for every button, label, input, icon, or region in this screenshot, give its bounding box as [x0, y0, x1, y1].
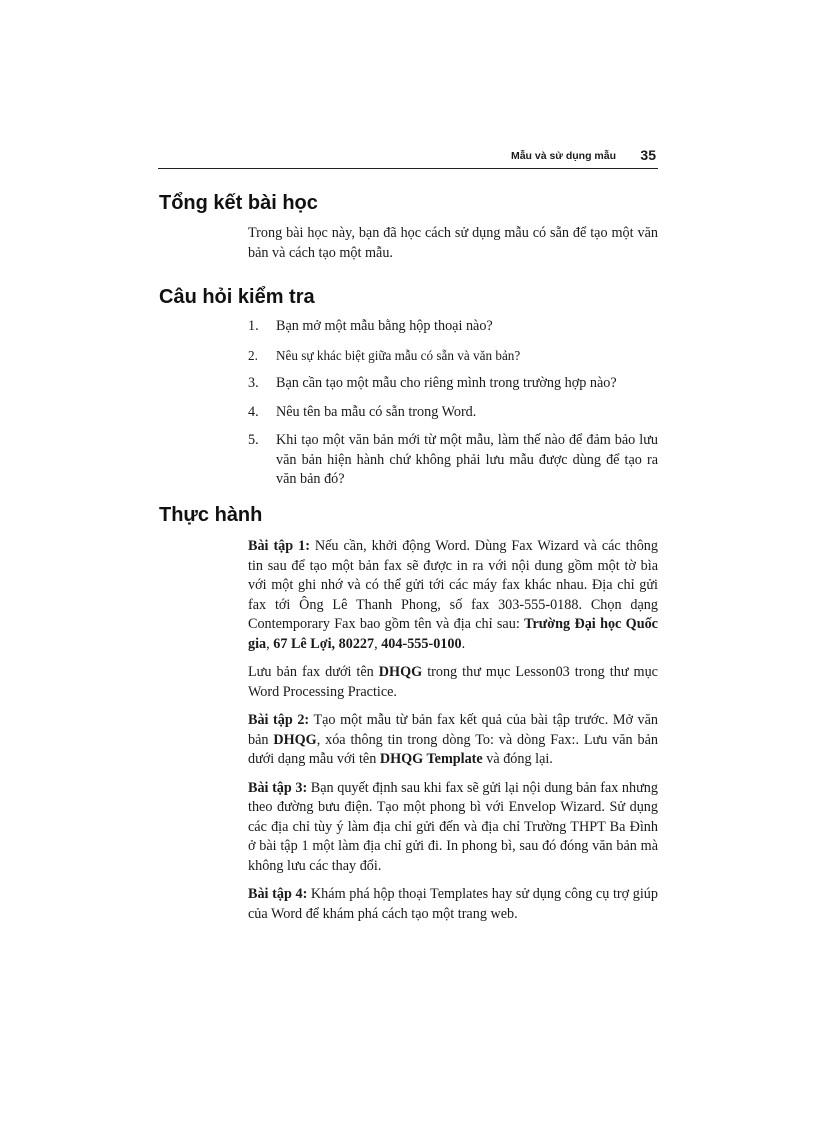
- exercise-text: Lưu bản fax dưới tên: [248, 664, 379, 680]
- quiz-text: Nêu sự khác biệt giữa mẫu có sẵn và văn bản?: [276, 347, 521, 363]
- exercise-text: Nếu cần, khởi động Word. Dùng Fax Wizard và các thông tin sau để tạo một bản fax sẽ được in ra với nội dung gồm một tờ bìa với một ghi nhớ và có thể gửi tới các máy fax khác nhau. Địa chỉ gửi fax tới Ông Lê Thanh Phong, số fax 303-555-0188. Chọn dạng Contemporary Fax bao gồm tên và địa chỉ sau:: [248, 538, 658, 632]
- quiz-text: Bạn cần tạo một mẫu cho riêng mình trong trường hợp nào?: [276, 375, 617, 391]
- header-title: Mẫu và sử dụng mẫu: [510, 150, 616, 162]
- quiz-item: [248, 431, 658, 490]
- practice-heading: Thực hành: [159, 504, 263, 526]
- exercise-4: [248, 885, 658, 924]
- exercise-text: , xóa thông tin trong dòng To: và dòng Fax:. Lưu văn bản dưới dạng mẫu với tên: [248, 731, 658, 767]
- running-header: [158, 147, 658, 169]
- quiz-text: Bạn mở một mẫu bằng hộp thoại nào?: [276, 318, 493, 334]
- address-separator: ,: [266, 635, 274, 652]
- quiz-item: [248, 403, 658, 423]
- quiz-number: 2.: [248, 347, 258, 363]
- quiz-text: Nêu tên ba mẫu có sẵn trong Word.: [276, 403, 477, 420]
- exercise-text: Bạn quyết định sau khi fax sẽ gửi lại nội dung bản fax nhưng theo đường bưu điện. Tạo một phong bì với Envelop Wizard. Sử dụng các địa chỉ tùy ý làm địa chỉ gửi đến và địa chỉ Trường THPT Ba Đình ở bài tập 1 một làm địa chỉ gửi đi. In phong bì, sau đó đóng văn bản mà không lưu các thay đổi.: [248, 779, 658, 874]
- quiz-item: [248, 374, 658, 394]
- summary-text: Trong bài học này, bạn đã học cách sử dụng mẫu có sẵn để tạo một văn bản và cách tạo một mẫu.: [248, 225, 658, 261]
- quiz-text: Khi tạo một văn bản mới từ một mẫu, làm thế nào để đảm bảo lưu văn bản hiện hành chứ không phải lưu mẫu được dùng để tạo ra văn bản đó?: [276, 432, 658, 487]
- exercise-label: Bài tập 2:: [248, 712, 310, 728]
- summary-heading: Tổng kết bài học: [159, 192, 318, 214]
- address-school: Trường Đại học Quốc gia: [248, 616, 658, 652]
- file-name: DHQG: [273, 731, 317, 748]
- exercise-text: Khám phá hộp thoại Templates hay sử dụng công cụ trợ giúp của Word để khám phá cách tạo một trang web.: [248, 886, 658, 922]
- exercise-label: Bài tập 4:: [248, 886, 308, 902]
- quiz-item: [248, 346, 658, 366]
- exercise-label: Bài tập 3:: [248, 779, 308, 796]
- quiz-number: 1.: [248, 318, 259, 334]
- exercise-2: [248, 711, 658, 770]
- quiz-heading: Câu hỏi kiểm tra: [159, 286, 315, 308]
- quiz-number: 3.: [248, 375, 259, 391]
- quiz-list: [248, 317, 658, 499]
- exercise-1: [248, 537, 658, 654]
- address-street: 67 Lê Lợi, 80227: [273, 635, 375, 652]
- exercise-3: [248, 779, 658, 877]
- address-phone: 404-555-0100: [381, 635, 462, 652]
- quiz-item: [248, 317, 658, 337]
- page-number: 35: [640, 147, 656, 163]
- exercise-1-save: [248, 663, 658, 702]
- exercise-text: và đóng lại.: [482, 751, 553, 767]
- address-separator: ,: [374, 635, 382, 652]
- exercise-text: trong thư mục Lesson03 trong thư mục Word Processing Practice.: [248, 664, 658, 700]
- template-name: DHQG Template: [379, 751, 483, 767]
- practice-exercises: [248, 537, 658, 933]
- exercise-label: Bài tập 1:: [248, 538, 310, 554]
- quiz-number: 5.: [248, 432, 259, 448]
- quiz-number: 4.: [248, 403, 259, 420]
- exercise-text: Tạo một mẫu từ bản fax kết quả của bài tập trước. Mở văn bản: [248, 712, 658, 748]
- file-name: DHQG: [378, 664, 423, 680]
- address-end: .: [461, 635, 466, 652]
